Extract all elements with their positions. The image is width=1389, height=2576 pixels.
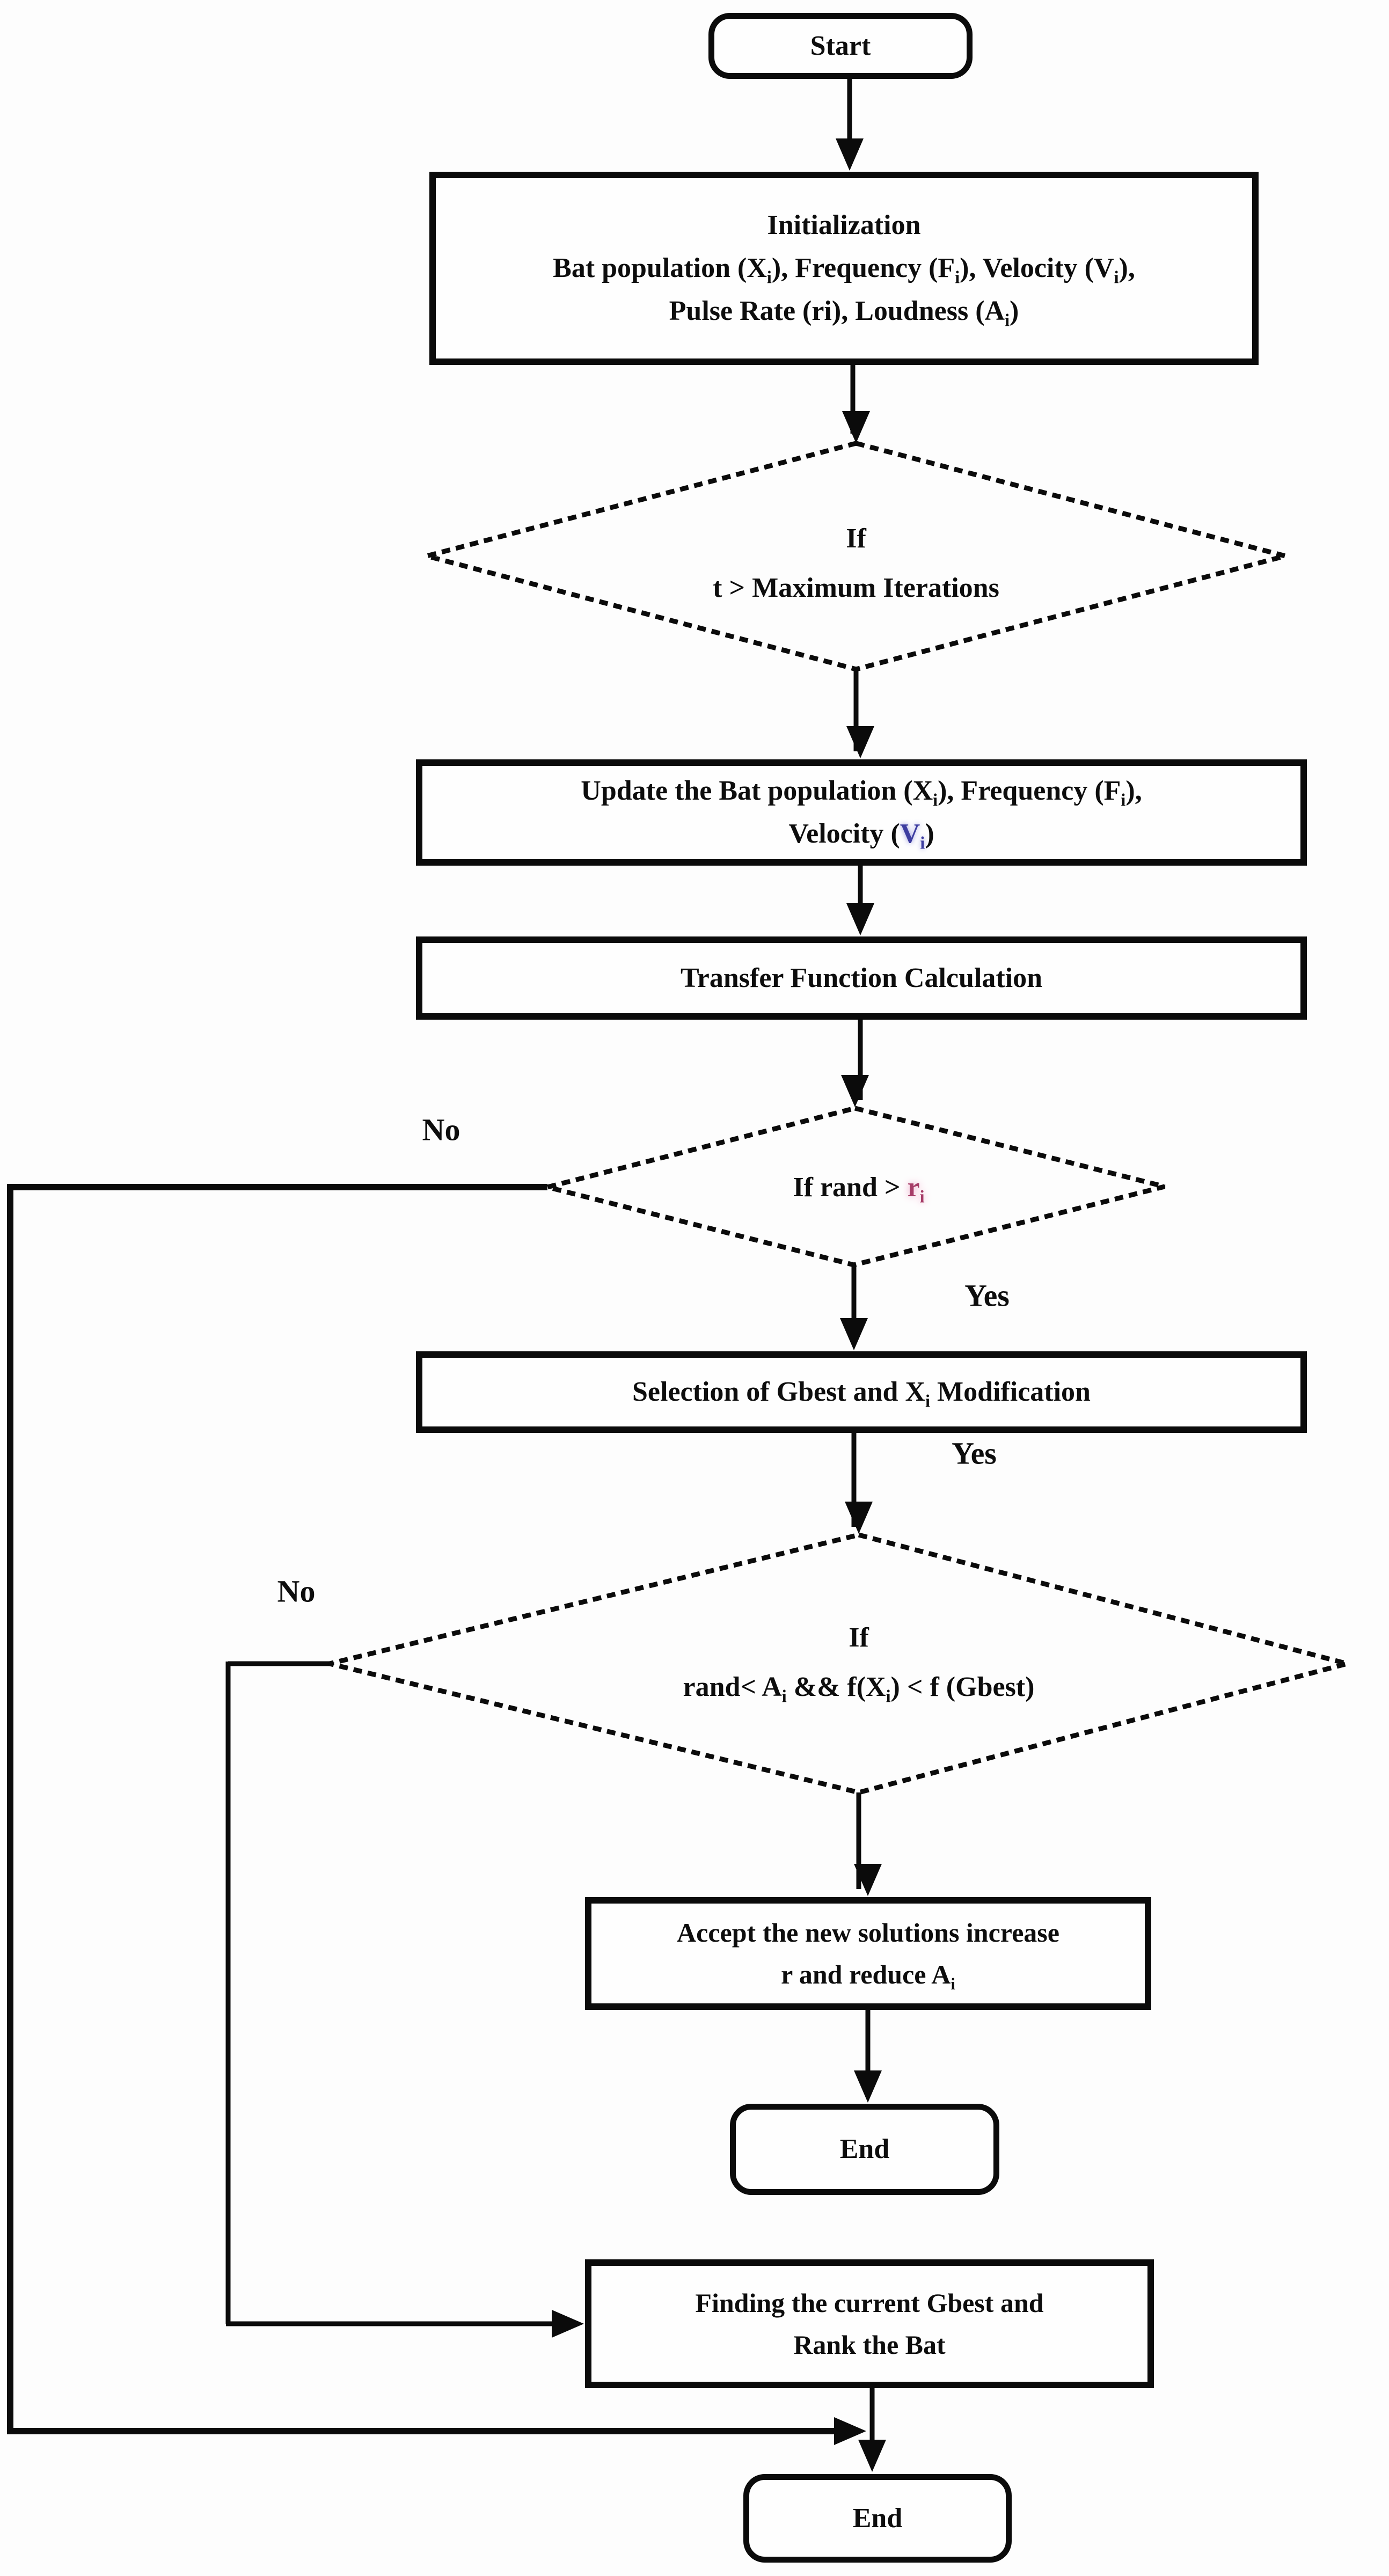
no-label-accept: No (277, 1574, 316, 1609)
selection-line1: Selection of Gbest and $X_i$ Modification (632, 1377, 1091, 1411)
arrowhead-into-finding (552, 2310, 584, 2338)
update-line1: Update the Bat population $(X_i)$, Frequency $(F_i)$, (581, 775, 1142, 810)
accept-line1: Accept the new solutions increase (677, 1918, 1059, 1948)
arrowhead-into-diamond1 (842, 411, 870, 443)
arrowhead-into-transfer (846, 903, 874, 935)
init-line2: Bat population $(X_i)$, Frequency $(F_i)$, Velocity $(V_i)$, (553, 253, 1135, 287)
start-node (708, 13, 973, 79)
yes-label-selection: Yes (952, 1436, 997, 1471)
finding-line2: Rank the Bat (793, 2330, 946, 2360)
update-line2: Velocity $(V_i)$ (788, 818, 934, 853)
arrowhead-into-update (846, 726, 874, 758)
diamond-accept-text (683, 1613, 1035, 1712)
start-label: Start (810, 30, 871, 61)
end-lower-label: End (852, 2502, 903, 2534)
diamond-accept-line1: If (849, 1622, 869, 1653)
accept-line2: r and reduce $A_i$ (781, 1959, 955, 1993)
selection-node (416, 1351, 1307, 1433)
diamond-iterations-line2: t > Maximum Iterations (713, 573, 999, 603)
init-node (429, 172, 1259, 365)
arrowhead-into-end1 (854, 2070, 882, 2103)
diamond-iterations-text (713, 514, 999, 613)
end-upper-label: End (839, 2134, 890, 2164)
accept-node (585, 1897, 1151, 2010)
diamond-rand-r-line1: If rand > $r_i$ (793, 1172, 925, 1206)
init-line1: Initialization (767, 210, 921, 240)
yes-label-rand: Yes (964, 1278, 1010, 1313)
arrowhead-into-diamond2 (841, 1075, 869, 1107)
end-upper-node (730, 2104, 999, 2195)
finding-line1: Finding the current Gbest and (695, 2288, 1044, 2318)
end-lower-node (743, 2474, 1012, 2563)
diamond-rand-r-text (793, 1163, 924, 1212)
init-line3: Pulse Rate (ri), Loudness $(A_i)$ (669, 296, 1019, 330)
transfer-line1: Transfer Function Calculation (680, 962, 1043, 993)
arrowhead-into-init (836, 138, 864, 171)
update-node (416, 759, 1307, 866)
no-label-rand: No (422, 1112, 460, 1147)
arrowhead-into-end2 (858, 2440, 886, 2472)
transfer-node (416, 936, 1307, 1020)
diamond-accept-line2: rand< $A_i$ && $f(X_i) < f$ (Gbest) (683, 1672, 1035, 1706)
diamond-iterations-line1: If (846, 523, 866, 554)
finding-node (585, 2259, 1154, 2388)
arrowhead-into-diamond3 (845, 1502, 873, 1534)
arrowhead-into-selection (840, 1318, 868, 1350)
